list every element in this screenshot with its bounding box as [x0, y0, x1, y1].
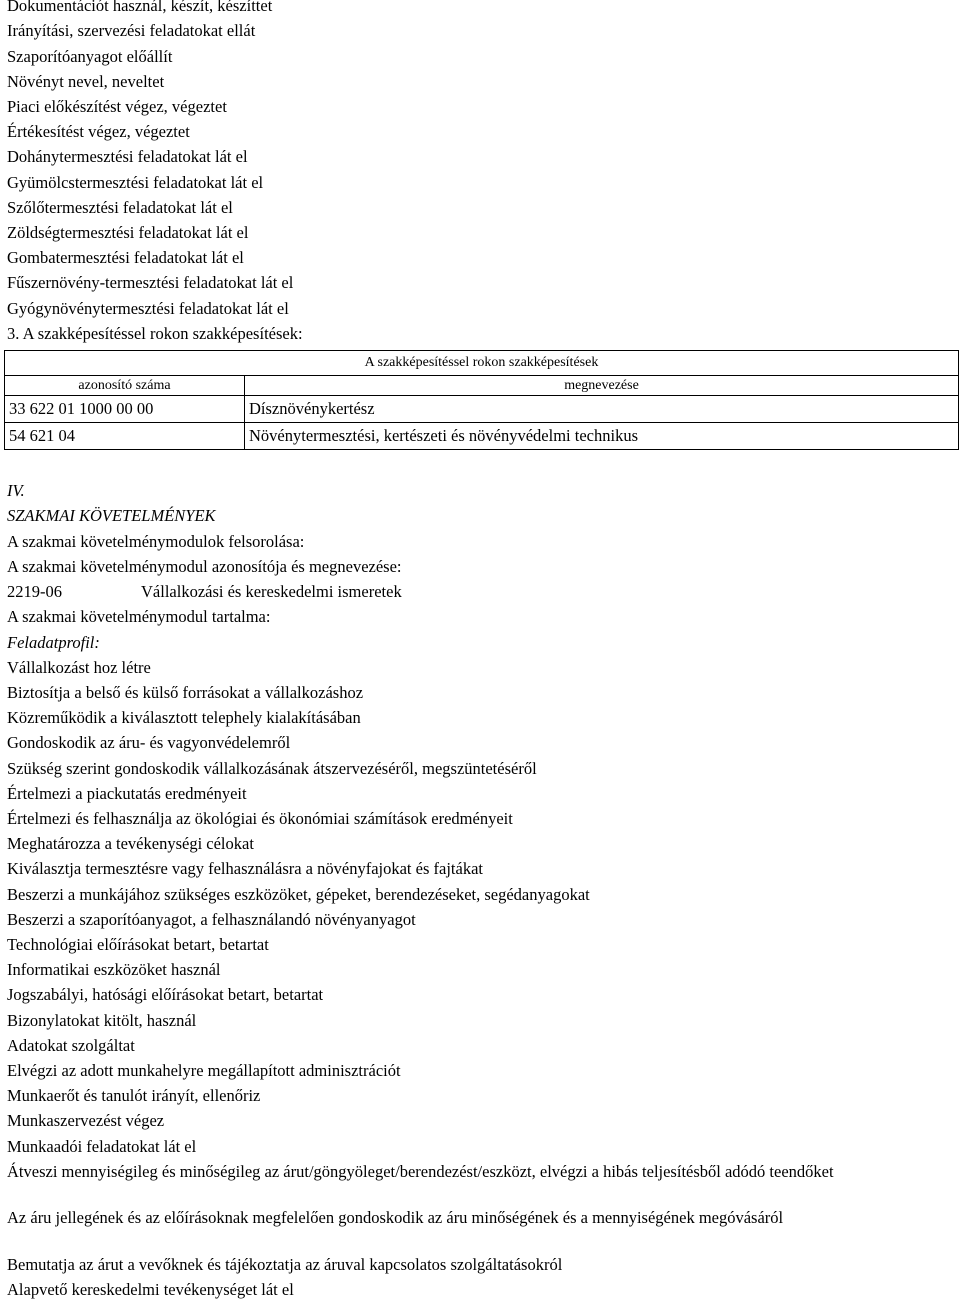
- column-header-name: megnevezése: [245, 376, 959, 396]
- table-row: [5, 423, 959, 450]
- module-id-heading: A szakmai követelménymodul azonosítója és megnevezése:: [7, 557, 402, 576]
- task-item: Beszerzi a szaporítóanyagot, a felhasználandó növényanyagot: [7, 910, 416, 929]
- section-number: IV.: [7, 481, 25, 500]
- list-item: Szaporítóanyagot előállít: [7, 47, 173, 66]
- task-item: Gondoskodik az áru- és vagyonvédelemről: [7, 733, 291, 752]
- list-item: Irányítási, szervezési feladatokat ellát: [7, 21, 256, 40]
- task-item: Munkaszervezést végez: [7, 1111, 165, 1130]
- list-item: Gyógynövénytermesztési feladatokat lát el: [7, 299, 289, 318]
- list-item: Piaci előkészítést végez, végeztet: [7, 97, 227, 116]
- list-item: Zöldségtermesztési feladatokat lát el: [7, 223, 249, 242]
- related-qualifications-table: [4, 350, 959, 450]
- list-item: Dokumentációt használ, készít, készíttet: [7, 0, 273, 15]
- profile-label: Feladatprofil:: [7, 633, 100, 652]
- task-item: Közreműködik a kiválasztott telephely kialakításában: [7, 708, 361, 727]
- task-item: Beszerzi a munkájához szükséges eszközöket, gépeket, berendezéseket, segédanyagokat: [7, 885, 590, 904]
- cell-name: Dísznövénykertész: [245, 396, 959, 423]
- table-row: [5, 396, 959, 423]
- cell-id: 54 621 04: [5, 423, 245, 450]
- task-item: Az áru jellegének és az előírásoknak megfelelően gondoskodik az áru minőségének és a mennyiségének megóvásáról: [7, 1208, 784, 1227]
- list-item: Szőlőtermesztési feladatokat lát el: [7, 198, 233, 217]
- table-column-header-row: [5, 376, 959, 396]
- task-item: Szükség szerint gondoskodik vállalkozásának átszervezéséről, megszüntetéséről: [7, 759, 537, 778]
- task-item: Bemutatja az árut a vevőknek és tájékoztatja az áruval kapcsolatos szolgáltatásokról: [7, 1255, 563, 1274]
- task-item: Kiválasztja termesztésre vagy felhasználásra a növényfajokat és fajtákat: [7, 859, 483, 878]
- module-code: 2219-06: [7, 582, 62, 601]
- task-item: Átveszi mennyiségileg és minőségileg az árut/göngyöleget/berendezést/eszközt, elvégzi a hibás teljesítésből adódó teendőket: [7, 1162, 834, 1181]
- task-item: Elvégzi az adott munkahelyre megállapított adminisztrációt: [7, 1061, 401, 1080]
- module-name: Vállalkozási és kereskedelmi ismeretek: [141, 582, 402, 601]
- task-item: Jogszabályi, hatósági előírásokat betart, betartat: [7, 985, 324, 1004]
- section-heading: 3. A szakképesítéssel rokon szakképesítések:: [7, 324, 303, 343]
- task-item: Munkaerőt és tanulót irányít, ellenőriz: [7, 1086, 261, 1105]
- list-item: Dohánytermesztési feladatokat lát el: [7, 147, 248, 166]
- cell-id: 33 622 01 1000 00 00: [5, 396, 245, 423]
- list-item: Értékesítést végez, végeztet: [7, 122, 190, 141]
- cell-name: Növénytermesztési, kertészeti és növényvédelmi technikus: [245, 423, 959, 450]
- task-item: Meghatározza a tevékenységi célokat: [7, 834, 254, 853]
- task-item: Alapvető kereskedelmi tevékenységet lát el: [7, 1280, 294, 1299]
- task-item: Értelmezi és felhasználja az ökológiai és ökonómiai számítások eredményeit: [7, 809, 513, 828]
- column-header-id: azonosító száma: [5, 376, 245, 396]
- task-item: Bizonylatokat kitölt, használ: [7, 1011, 197, 1030]
- table-header-row: [5, 351, 959, 376]
- task-item: Adatokat szolgáltat: [7, 1036, 135, 1055]
- section-title: SZAKMAI KÖVETELMÉNYEK: [7, 506, 216, 525]
- list-item: Gyümölcstermesztési feladatokat lát el: [7, 173, 264, 192]
- task-item: Technológiai előírásokat betart, betartat: [7, 935, 269, 954]
- task-item: Vállalkozást hoz létre: [7, 658, 151, 677]
- module-content-title: A szakmai követelménymodul tartalma:: [7, 607, 271, 626]
- list-item: Növényt nevel, neveltet: [7, 72, 165, 91]
- task-item: Informatikai eszközöket használ: [7, 960, 221, 979]
- task-item: Biztosítja a belső és külső forrásokat a vállalkozáshoz: [7, 683, 364, 702]
- list-item: Gombatermesztési feladatokat lát el: [7, 248, 244, 267]
- list-item: Fűszernövény-termesztési feladatokat lát el: [7, 273, 294, 292]
- task-item: Munkaadói feladatokat lát el: [7, 1137, 197, 1156]
- task-item: Értelmezi a piackutatás eredményeit: [7, 784, 247, 803]
- table-header: A szakképesítéssel rokon szakképesítések: [5, 351, 959, 376]
- module-list-title: A szakmai követelménymodulok felsorolása:: [7, 532, 305, 551]
